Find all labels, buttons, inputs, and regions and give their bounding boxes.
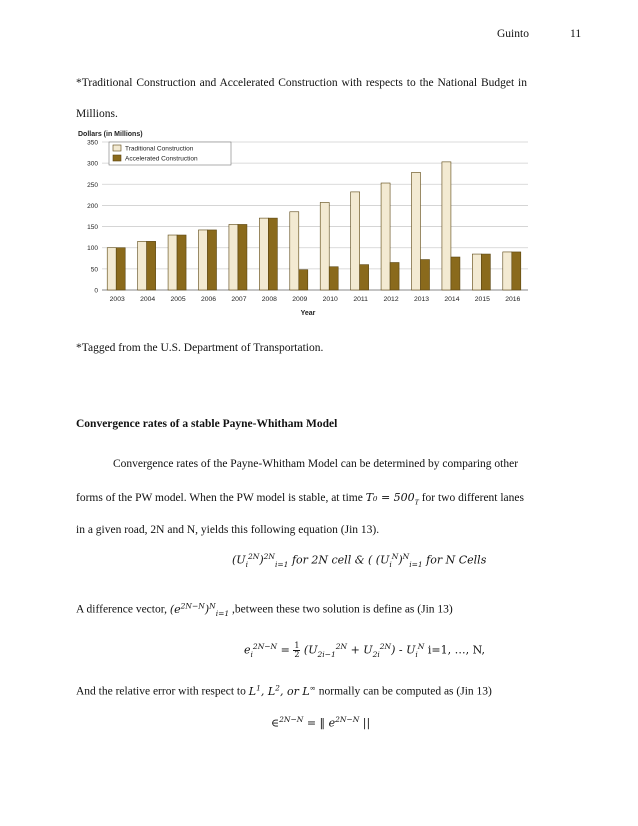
page-number: 11 — [570, 28, 582, 40]
bar-accelerated — [208, 230, 217, 290]
norm-spaces-math: $L^1$, $L^2$, or L∞ — [248, 683, 316, 698]
relative-error-text: And the relative error with respect to — [76, 685, 246, 698]
fraction-numerator: 1 — [294, 641, 300, 651]
chart-legend — [109, 142, 231, 165]
x-tick-label: 2010 — [322, 296, 338, 303]
time-equation: T₀ = 500 — [365, 491, 415, 504]
bar-traditional — [351, 192, 360, 290]
x-tick-label: 2014 — [444, 296, 460, 303]
paragraph-line2: forms of the PW model. When the PW model is stable, at time $T_0 = 500_T$ for two different lanes — [76, 491, 524, 507]
paragraph-line3: in a given road, 2N and N, yields this following equation (Jin 13). — [76, 524, 380, 536]
y-tick-label: 200 — [87, 202, 98, 210]
legend-label: Accelerated Construction — [125, 155, 198, 163]
bars-group — [107, 162, 521, 290]
bar-accelerated — [299, 270, 308, 290]
chart-title: Dollars (in Millions) — [78, 131, 143, 138]
bar-accelerated — [451, 257, 460, 290]
x-tick-label: 2011 — [353, 296, 368, 303]
bar-accelerated — [329, 267, 338, 290]
bar-traditional — [168, 235, 177, 290]
y-tick-label: 0 — [94, 287, 98, 295]
x-tick-label: 2013 — [413, 296, 430, 303]
paragraph-line1: Convergence rates of the Payne-Whitham Model can be determined by comparing other — [113, 458, 519, 470]
x-tick-label: 2009 — [292, 296, 308, 303]
x-tick-label: 2012 — [383, 296, 399, 303]
bar-traditional — [472, 254, 481, 290]
y-tick-label: 100 — [87, 245, 98, 253]
bar-accelerated — [238, 224, 247, 290]
bar-traditional — [442, 162, 451, 290]
relative-error-tail: normally can be computed as (Jin 13) — [318, 685, 492, 698]
y-tick-label: 250 — [87, 181, 98, 189]
equation-2-lhs: e — [244, 643, 251, 657]
bar-accelerated — [390, 263, 399, 290]
y-tick-label: 50 — [90, 266, 98, 274]
legend-swatch — [113, 145, 121, 151]
bar-traditional — [503, 252, 512, 290]
bar-accelerated — [116, 248, 125, 290]
bar-chart — [76, 126, 532, 318]
x-axis — [110, 296, 521, 303]
bar-traditional — [320, 202, 329, 290]
difference-line-tail: ,between these two solution is define as (Jin 13) — [232, 603, 453, 616]
bar-accelerated — [360, 265, 369, 290]
x-tick-label: 2015 — [474, 296, 490, 303]
bar-traditional — [229, 224, 238, 290]
x-tick-label: 2016 — [505, 296, 521, 303]
figure-caption-line1: *Traditional Construction and Accelerated Construction with respects to the National Budget in — [76, 77, 528, 89]
equation-1-part1: for 2N cell & ( — [291, 553, 373, 567]
x-tick-label: 2008 — [261, 296, 277, 303]
difference-line — [76, 599, 453, 621]
difference-line-text: A difference vector, — [76, 603, 167, 616]
equation-1: $(U_i^{2N})^{2N}_{i=1}$ for 2N cell & ( $(U_i^N)^N_{i=1}$ for N Cells — [232, 552, 487, 569]
difference-vector-math: $(e^{2N-N})^N_{i=1}$ — [169, 601, 230, 618]
paragraph-line2-tail: for two different lanes — [421, 492, 524, 504]
x-tick-label: 2007 — [231, 296, 247, 303]
equation-3-symbol: ∈ — [271, 716, 280, 730]
bar-traditional — [412, 172, 421, 290]
header-author: Guinto — [497, 28, 529, 40]
figure-caption-line2: Millions. — [76, 108, 118, 120]
x-axis-label: Year — [300, 310, 316, 317]
x-tick-label: 2006 — [200, 296, 217, 303]
y-tick-label: 300 — [87, 160, 98, 168]
bar-accelerated — [147, 241, 156, 290]
bar-traditional — [290, 212, 299, 290]
equation-1-part2: for N Cells — [426, 553, 487, 567]
legend-label: Traditional Construction — [125, 145, 194, 153]
legend-swatch — [113, 155, 121, 161]
equation-3: ∈$^{2N-N}$ = ‖ $e^{2N-N}$ || — [271, 715, 371, 730]
source-note: *Tagged from the U.S. Department of Transportation. — [76, 342, 324, 354]
bar-traditional — [259, 218, 268, 290]
x-tick-label: 2004 — [140, 296, 156, 303]
fraction-denominator: 2 — [294, 650, 300, 660]
bar-traditional — [199, 230, 208, 290]
bar-accelerated — [421, 260, 430, 290]
x-tick-label: 2005 — [170, 296, 186, 303]
bar-traditional — [138, 241, 147, 290]
bar-traditional — [107, 248, 116, 290]
bar-traditional — [381, 183, 390, 290]
y-tick-label: 350 — [87, 139, 98, 147]
equation-2-tail: i=1, …, N, — [427, 643, 485, 657]
y-tick-label: 150 — [87, 224, 98, 232]
equation-2: $e_i^{2N-N} = \frac{1}{2} (U_{2i-1}^{2N} + U_{2i}^{2N}) - U_i^N$ i=1, …, N, — [244, 641, 485, 660]
bar-accelerated — [512, 252, 521, 290]
bar-accelerated — [268, 218, 277, 290]
section-heading: Convergence rates of a stable Payne-Whitham Model — [76, 418, 338, 430]
bar-accelerated — [177, 235, 186, 290]
x-tick-label: 2003 — [109, 296, 125, 303]
paragraph-line2-text: forms of the PW model. When the PW model is stable, at time — [76, 492, 363, 504]
bar-accelerated — [481, 254, 490, 290]
relative-error-line — [76, 681, 492, 699]
